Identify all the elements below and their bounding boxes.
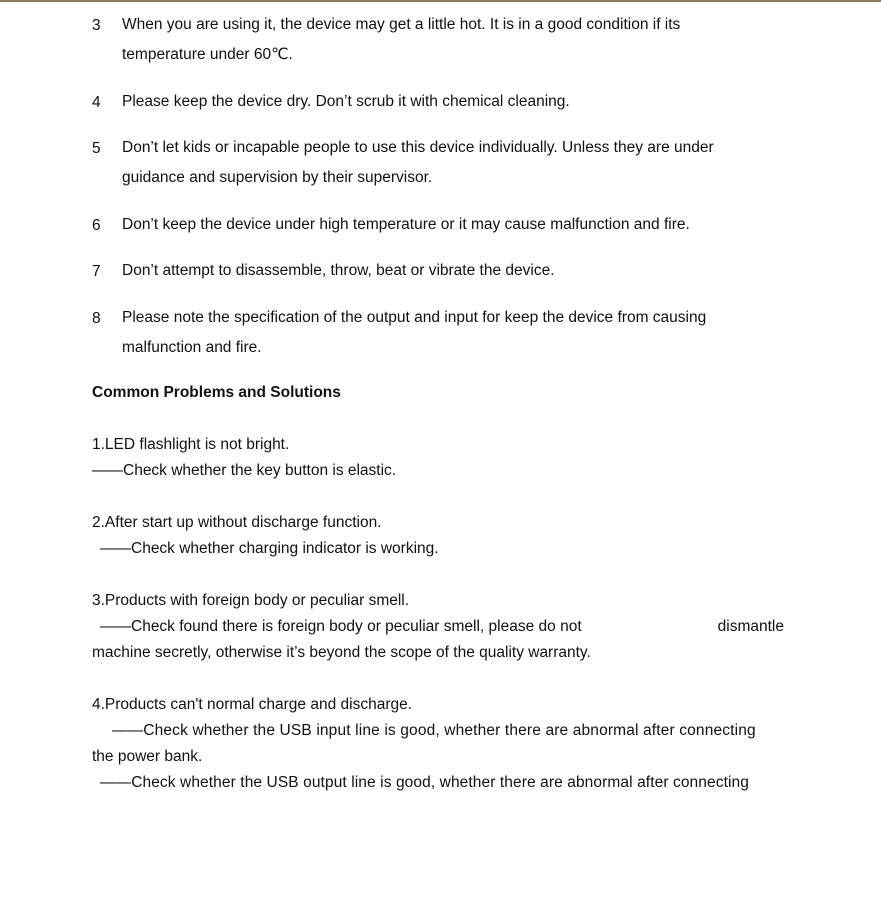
problem-3-solution-line-2: machine secretly, otherwise it’s beyond the scope of the quality warranty.	[92, 644, 591, 661]
item-text: Don’t attempt to disassemble, throw, beat or vibrate the device.	[122, 262, 555, 279]
section-heading: Common Problems and Solutions	[92, 384, 341, 401]
item-number: 8	[92, 310, 101, 327]
problem-1-title: 1.LED flashlight is not bright.	[92, 436, 290, 453]
problem-4-solution-2-line-1: ——Check whether the USB output line is good, whether there are abnormal after connecting	[100, 774, 749, 791]
item-text: When you are using it, the device may get a little hot. It is in a good condition if its temperature under 60℃.	[122, 16, 681, 63]
item-number: 5	[92, 140, 101, 157]
item-number: 7	[92, 263, 101, 280]
problem-2-solution: ——Check whether charging indicator is working.	[100, 540, 439, 557]
problem-4-solution-1-line-1: ——Check whether the USB input line is good, whether there are abnormal after connecting	[112, 722, 756, 739]
item-number: 3	[92, 17, 101, 34]
problem-1-solution: ——Check whether the key button is elastic.	[92, 462, 397, 479]
item-number: 4	[92, 94, 101, 111]
problem-4-solution-1-line-2: the power bank.	[92, 748, 203, 765]
item-number: 6	[92, 217, 101, 234]
problem-3-solution-line-1: ——Check found there is foreign body or peculiar smell, please do not dismantle	[100, 618, 784, 635]
problem-3-title: 3.Products with foreign body or peculiar smell.	[92, 592, 410, 609]
problem-4-title: 4.Products can't normal charge and discharge.	[92, 696, 413, 713]
problem-2-title: 2.After start up without discharge function.	[92, 514, 382, 531]
item-text: Please keep the device dry. Don’t scrub it with chemical cleaning.	[122, 93, 570, 110]
item-text: Don’t keep the device under high temperature or it may cause malfunction and fire.	[122, 216, 690, 233]
top-rule	[0, 0, 881, 2]
item-text: Don’t let kids or incapable people to use this device individually. Unless they are under guidance and supervision by their supervisor.	[122, 139, 714, 186]
item-text: Please note the specification of the output and input for keep the device from causing malfunction and fire.	[122, 309, 707, 356]
